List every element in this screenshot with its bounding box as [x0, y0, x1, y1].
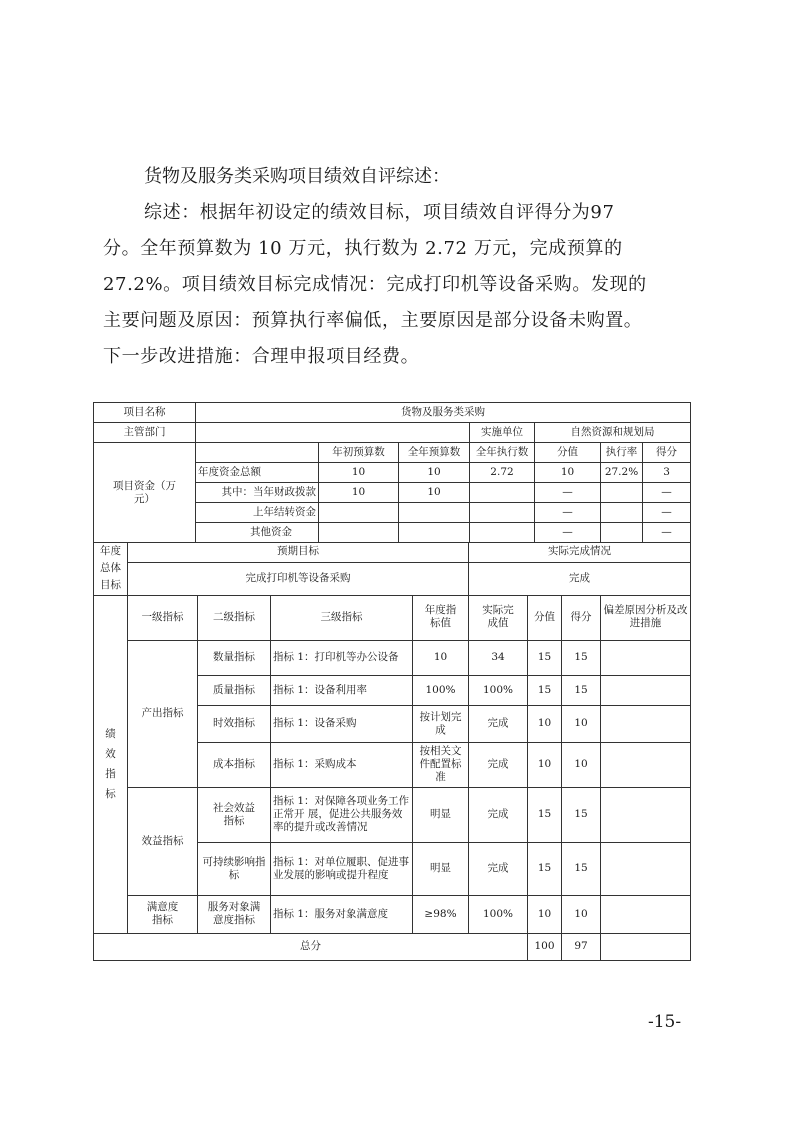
header: 得分: [643, 443, 691, 463]
cell: 其他资金: [196, 523, 319, 543]
cell: 15: [528, 675, 562, 705]
label: 实施单位: [470, 423, 535, 443]
header: 偏差原因分析及改进措施: [601, 595, 691, 640]
cell: [601, 523, 643, 543]
cell: 15: [562, 787, 601, 842]
cell: 明显: [413, 842, 469, 895]
cell: [470, 483, 535, 503]
cell: 年度资金总额: [196, 463, 319, 483]
cell: 可持续影响指标: [198, 842, 271, 895]
cell: 10: [562, 895, 601, 933]
section-title: 货物及服务类采购项目绩效自评综述：: [144, 166, 450, 187]
summary-line: 27.2%。项目绩效目标完成情况：完成打印机等设备采购。发现的: [103, 274, 647, 295]
cell: 10: [319, 483, 399, 503]
cell: 质量指标: [198, 675, 271, 705]
cell: 指标 1：对保障各项业务工作正常开 展，促进公共服务效率的提升或改善情况: [271, 787, 413, 842]
cell: 完成: [469, 787, 528, 842]
expected-goal: 完成打印机等设备采购: [128, 562, 469, 595]
cell: 10: [535, 463, 601, 483]
actual-result: 完成: [469, 562, 691, 595]
cell: 100%: [469, 675, 528, 705]
cell: 10: [528, 742, 562, 787]
cell: 按相关文件配置标准: [413, 742, 469, 787]
dept: [196, 423, 470, 443]
cell: 指标 1：设备采购: [271, 705, 413, 742]
cell: [601, 483, 643, 503]
total-row: [94, 933, 691, 960]
cell: 100%: [469, 895, 528, 933]
cell: [319, 503, 399, 523]
cell: 完成: [469, 842, 528, 895]
header: 全年预算数: [399, 443, 470, 463]
level1: 产出指标: [128, 640, 198, 787]
cell: [601, 933, 691, 960]
cell: [601, 842, 691, 895]
cell: [601, 503, 643, 523]
cell: 10: [528, 705, 562, 742]
header: 一级指标: [128, 595, 198, 640]
cell: 15: [528, 787, 562, 842]
funds-table: [93, 402, 691, 543]
cell: —: [535, 523, 601, 543]
cell: 数量指标: [198, 640, 271, 675]
cell: [601, 787, 691, 842]
cell: 指标 1：对单位履职、促进事业发展的影响或提升程度: [271, 842, 413, 895]
header: 二级指标: [198, 595, 271, 640]
summary-line: 主要问题及原因：预算执行率偏低，主要原因是部分设备未购置。: [103, 310, 643, 331]
cell: 3: [643, 463, 691, 483]
cell: [601, 640, 691, 675]
summary-line: 综述：根据年初设定的绩效目标，项目绩效自评得分为97: [144, 202, 615, 223]
cell: —: [535, 483, 601, 503]
header: 分值: [535, 443, 601, 463]
header: 执行率: [601, 443, 643, 463]
cell: 27.2%: [601, 463, 643, 483]
cell: 明显: [413, 787, 469, 842]
header: 实际完成情况: [469, 542, 691, 562]
cell: [319, 523, 399, 543]
cell: 时效指标: [198, 705, 271, 742]
cell: 完成: [469, 742, 528, 787]
cell: —: [643, 483, 691, 503]
cell: [601, 742, 691, 787]
cell: 指标 1：采购成本: [271, 742, 413, 787]
cell: [601, 895, 691, 933]
cell: 100%: [413, 675, 469, 705]
header: [196, 443, 319, 463]
cell: —: [643, 503, 691, 523]
cell: 15: [528, 842, 562, 895]
cell: ≥98%: [413, 895, 469, 933]
total-label: 总分: [94, 933, 528, 960]
goal-label: 年度总体目标: [94, 542, 128, 595]
cell: 15: [562, 675, 601, 705]
header: 三级指标: [271, 595, 413, 640]
header: 得分: [562, 595, 601, 640]
funds-label: 项目资金（万元）: [94, 443, 196, 543]
cell: 完成: [469, 705, 528, 742]
page-number: -15-: [648, 1012, 682, 1032]
header: 分值: [528, 595, 562, 640]
cell: 34: [469, 640, 528, 675]
cell: 10: [562, 742, 601, 787]
label: 主管部门: [94, 423, 196, 443]
cell: 10: [399, 463, 470, 483]
total-score-value: 100: [528, 933, 562, 960]
cell: 按计划完成: [413, 705, 469, 742]
header: 全年执行数: [470, 443, 535, 463]
cell: 上年结转资金: [196, 503, 319, 523]
summary-line: 下一步改进措施：合理申报项目经费。: [103, 346, 420, 367]
total-score: 97: [562, 933, 601, 960]
cell: 成本指标: [198, 742, 271, 787]
header: 年初预算数: [319, 443, 399, 463]
table-row: [94, 787, 691, 842]
cell: 15: [562, 640, 601, 675]
cell: [470, 503, 535, 523]
cell: 指标 1：服务对象满意度: [271, 895, 413, 933]
cell: 15: [562, 842, 601, 895]
header: 预期目标: [128, 542, 469, 562]
cell: [399, 523, 470, 543]
goal-table: [93, 542, 691, 596]
cell: [601, 705, 691, 742]
level1: 满意度指标: [128, 895, 198, 933]
table-row: [94, 640, 691, 675]
impl-unit: 自然资源和规划局: [535, 423, 691, 443]
cell: —: [535, 503, 601, 523]
cell: 10: [562, 705, 601, 742]
cell: [470, 523, 535, 543]
project-name: 货物及服务类采购: [196, 403, 691, 423]
cell: 服务对象满意度指标: [198, 895, 271, 933]
level1: 效益指标: [128, 787, 198, 895]
cell: 10: [399, 483, 470, 503]
cell: 10: [319, 463, 399, 483]
perf-label: 绩效指标: [94, 595, 128, 933]
header: 年度指标值: [413, 595, 469, 640]
table-row: [94, 895, 691, 933]
cell: 社会效益指标: [198, 787, 271, 842]
cell: 指标 1：打印机等办公设备: [271, 640, 413, 675]
summary-line: 分。全年预算数为 10 万元，执行数为 2.72 万元，完成预算的: [103, 238, 623, 259]
cell: 指标 1：设备利用率: [271, 675, 413, 705]
label: 项目名称: [94, 403, 196, 423]
cell: 10: [528, 895, 562, 933]
cell: 其中：当年财政拨款: [196, 483, 319, 503]
cell: 15: [528, 640, 562, 675]
header: 实际完成值: [469, 595, 528, 640]
cell: 10: [413, 640, 469, 675]
performance-table: [93, 595, 691, 961]
cell: [399, 503, 470, 523]
cell: 2.72: [470, 463, 535, 483]
cell: —: [643, 523, 691, 543]
cell: [601, 675, 691, 705]
